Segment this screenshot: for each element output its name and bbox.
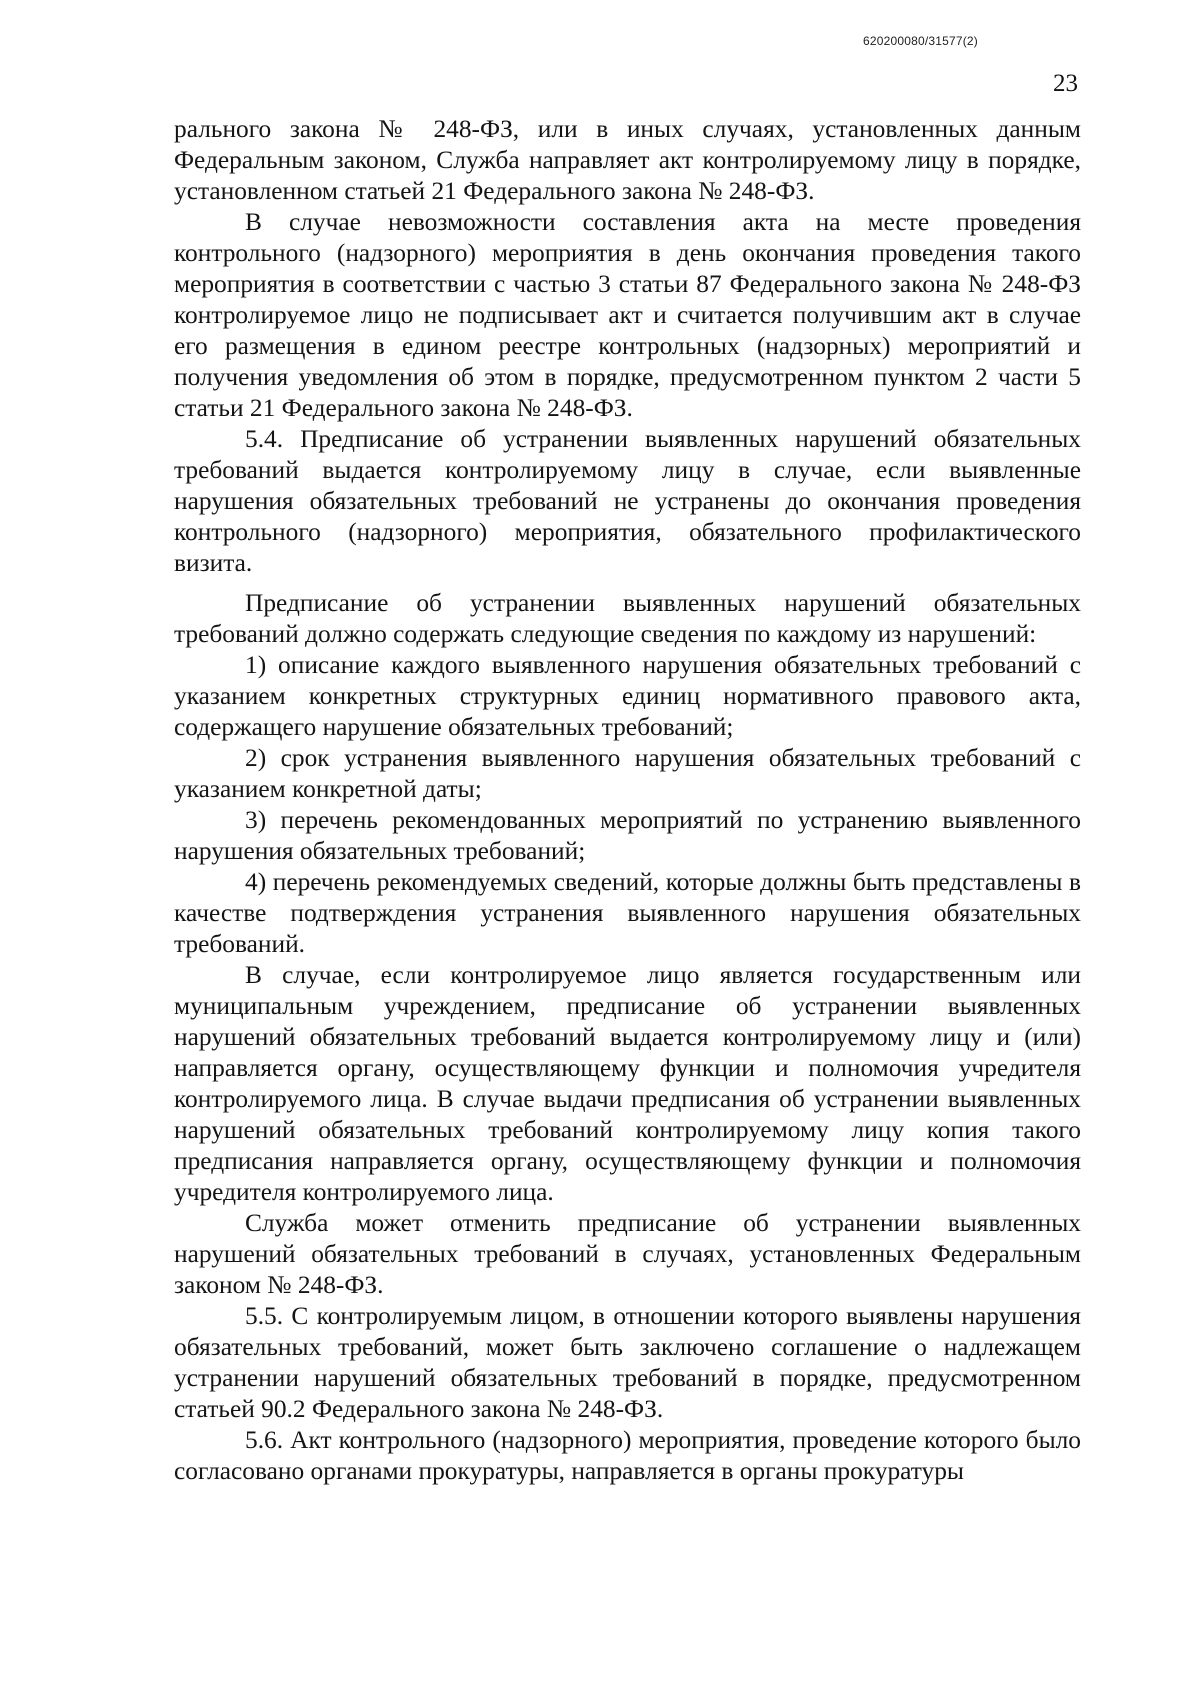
page-number: 23 bbox=[1053, 70, 1078, 97]
paragraph-cancellation: Служба может отменить предписание об устранении выявленных нарушений обязательных требований в случаях, установленных Федеральным законом № 248-ФЗ. bbox=[174, 1209, 1081, 1299]
paragraph-act-impossibility: В случае невозможности составления акта на месте проведения контрольного (надзорного) мероприятия в день окончания проведения такого мероприятия в соответствии с частью 3 статьи 87 Федерального закона № 248-ФЗ контролируемое лицо не подписывает акт и считается получившим акт в случае его размещения в едином реестре контрольных (надзорных) мероприятий и получения уведомления об этом в порядке, предусмотренном пунктом 2 части 5 статьи 21 Федерального закона № 248-ФЗ. bbox=[174, 208, 1081, 422]
list-item-2: 2) срок устранения выявленного нарушения обязательных требований с указанием конкретной даты; bbox=[174, 744, 1081, 803]
paragraph-prescription-contents: Предписание об устранении выявленных нарушений обязательных требований должно содержать следующие сведения по каждому из нарушений: bbox=[174, 589, 1081, 648]
list-item-1: 1) описание каждого выявленного нарушения обязательных требований с указанием конкретных структурных единиц нормативного правового акта, содержащего нарушение обязательных требований; bbox=[174, 651, 1081, 741]
paragraph-5-4: 5.4. Предписание об устранении выявленных нарушений обязательных требований выдается контролируемому лицу в случае, если выявленные нарушения обязательных требований не устранены до окончания проведения контрольного (надзорного) мероприятия, обязательного профилактического визита. bbox=[174, 425, 1081, 577]
paragraph-5-6: 5.6. Акт контрольного (надзорного) мероприятия, проведение которого было согласовано органами прокуратуры, направляется в органы прокуратуры bbox=[174, 1426, 1081, 1485]
paragraph-5-5: 5.5. С контролируемым лицом, в отношении которого выявлены нарушения обязательных требований, может быть заключено соглашение о надлежащем устранении нарушений обязательных требований в порядке, предусмотренном статьей 90.2 Федерального закона № 248-ФЗ. bbox=[174, 1302, 1081, 1423]
list-item-4: 4) перечень рекомендуемых сведений, которые должны быть представлены в качестве подтверждения устранения выявленного нарушения обязательных требований. bbox=[174, 868, 1081, 958]
document-body bbox=[174, 114, 1081, 1487]
paragraph-continuation: рального закона № 248-ФЗ, или в иных случаях, установленных данным Федеральным законом, Служба направляет акт контролируемому лицу в порядке, установленном статьей 21 Федерального закона № 248-ФЗ. bbox=[174, 115, 1081, 205]
paragraph-state-institution: В случае, если контролируемое лицо является государственным или муниципальным учреждением, предписание об устранении выявленных нарушений обязательных требований выдается контролируемому лицу и (или) направляется органу, осуществляющему функции и полномочия учредителя контролируемого лица. В случае выдачи предписания об устранении выявленных нарушений обязательных требований контролируемому лицу копия такого предписания направляется органу, осуществляющему функции и полномочия учредителя контролируемого лица. bbox=[174, 961, 1081, 1206]
list-item-3: 3) перечень рекомендованных мероприятий по устранению выявленного нарушения обязательных требований; bbox=[174, 806, 1081, 865]
document-registration-number: 620200080/31577(2) bbox=[862, 34, 978, 48]
